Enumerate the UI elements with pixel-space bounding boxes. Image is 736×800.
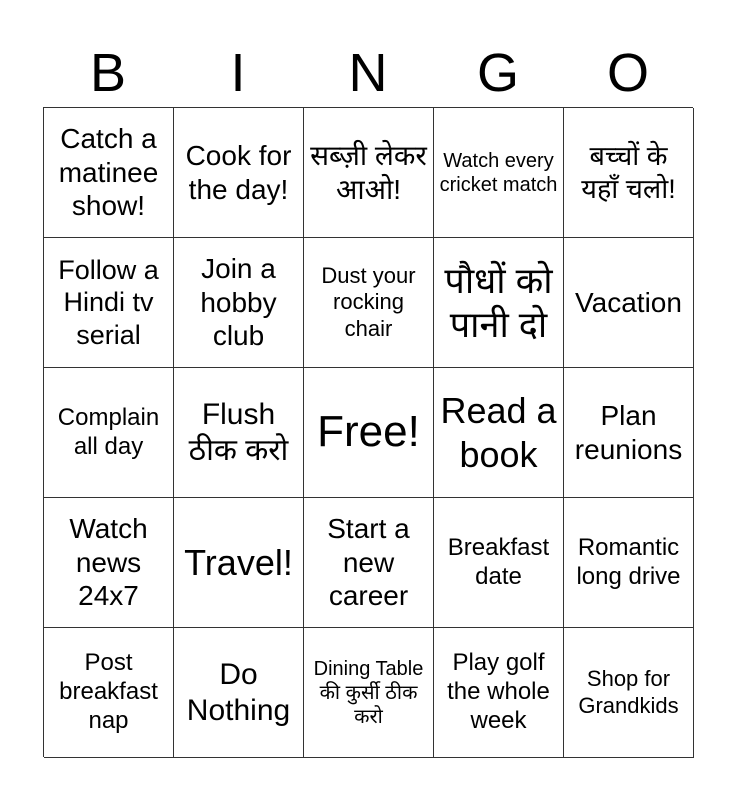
bingo-cell[interactable]: [434, 628, 564, 758]
cell-text: Romantic long drive: [576, 533, 681, 590]
cell-text: Follow a Hindi tv serial: [58, 254, 159, 350]
bingo-cell[interactable]: [304, 108, 434, 238]
cell-text: Cook for the day!: [185, 139, 292, 205]
cell-text: Vacation: [575, 286, 682, 318]
bingo-header: [43, 40, 693, 106]
bingo-cell[interactable]: [44, 628, 174, 758]
bingo-cell[interactable]: [304, 238, 434, 368]
bingo-cell[interactable]: [44, 238, 174, 368]
cell-text: Start a new career: [327, 513, 410, 612]
bingo-cell[interactable]: [174, 238, 304, 368]
bingo-cell[interactable]: [434, 238, 564, 368]
bingo-cell[interactable]: [434, 498, 564, 628]
cell-text: बच्चों के यहाँ चलो!: [581, 141, 676, 204]
bingo-cell[interactable]: [174, 628, 304, 758]
cell-text: Breakfast date: [447, 533, 550, 590]
cell-text: Catch a matinee show!: [58, 123, 159, 222]
cell-text: Play golf the whole week: [447, 649, 550, 734]
bingo-cell[interactable]: [564, 368, 694, 498]
bingo-cell[interactable]: [434, 368, 564, 498]
cell-text: सब्ज़ी लेकर आओ!: [310, 139, 427, 205]
cell-text: Do Nothing: [186, 657, 291, 727]
header-letter-g: G: [476, 43, 519, 103]
bingo-cell[interactable]: [434, 108, 564, 238]
bingo-cell[interactable]: [174, 498, 304, 628]
cell-text: Shop for Grandkids: [578, 666, 679, 718]
bingo-cell[interactable]: [44, 498, 174, 628]
bingo-cell[interactable]: [564, 628, 694, 758]
cell-text: Dust your rocking chair: [321, 262, 416, 341]
cell-text: Join a hobby club: [200, 253, 277, 352]
bingo-cell[interactable]: [174, 108, 304, 238]
bingo-cell[interactable]: [44, 108, 174, 238]
cell-text: Post breakfast nap: [59, 649, 158, 734]
cell-text: Watch news 24x7: [69, 513, 148, 612]
cell-text: Dining Table की कुर्सी ठीक करो: [313, 657, 424, 728]
bingo-grid: [43, 107, 693, 757]
header-letter-o: O: [606, 43, 649, 103]
cell-text: पौधों को पानी दो: [444, 260, 553, 345]
cell-text: Plan reunions: [574, 399, 683, 465]
cell-text: Complain all day: [57, 403, 160, 460]
bingo-cell[interactable]: [564, 108, 694, 238]
free-space-text: Free!: [317, 407, 420, 457]
bingo-cell[interactable]: [304, 498, 434, 628]
header-letter-b: B: [89, 43, 127, 103]
free-space-cell[interactable]: [304, 368, 434, 498]
header-letter-n: N: [348, 43, 388, 103]
cell-text: Flush ठीक करो: [188, 397, 289, 467]
bingo-cell[interactable]: [174, 368, 304, 498]
bingo-cell[interactable]: [564, 498, 694, 628]
bingo-cell[interactable]: [304, 628, 434, 758]
cell-text: Watch every cricket match: [439, 149, 558, 196]
cell-text: Travel!: [184, 541, 293, 583]
bingo-cell[interactable]: [44, 368, 174, 498]
bingo-cell[interactable]: [564, 238, 694, 368]
cell-text: Read a book: [440, 390, 557, 475]
header-letter-i: I: [230, 43, 246, 103]
